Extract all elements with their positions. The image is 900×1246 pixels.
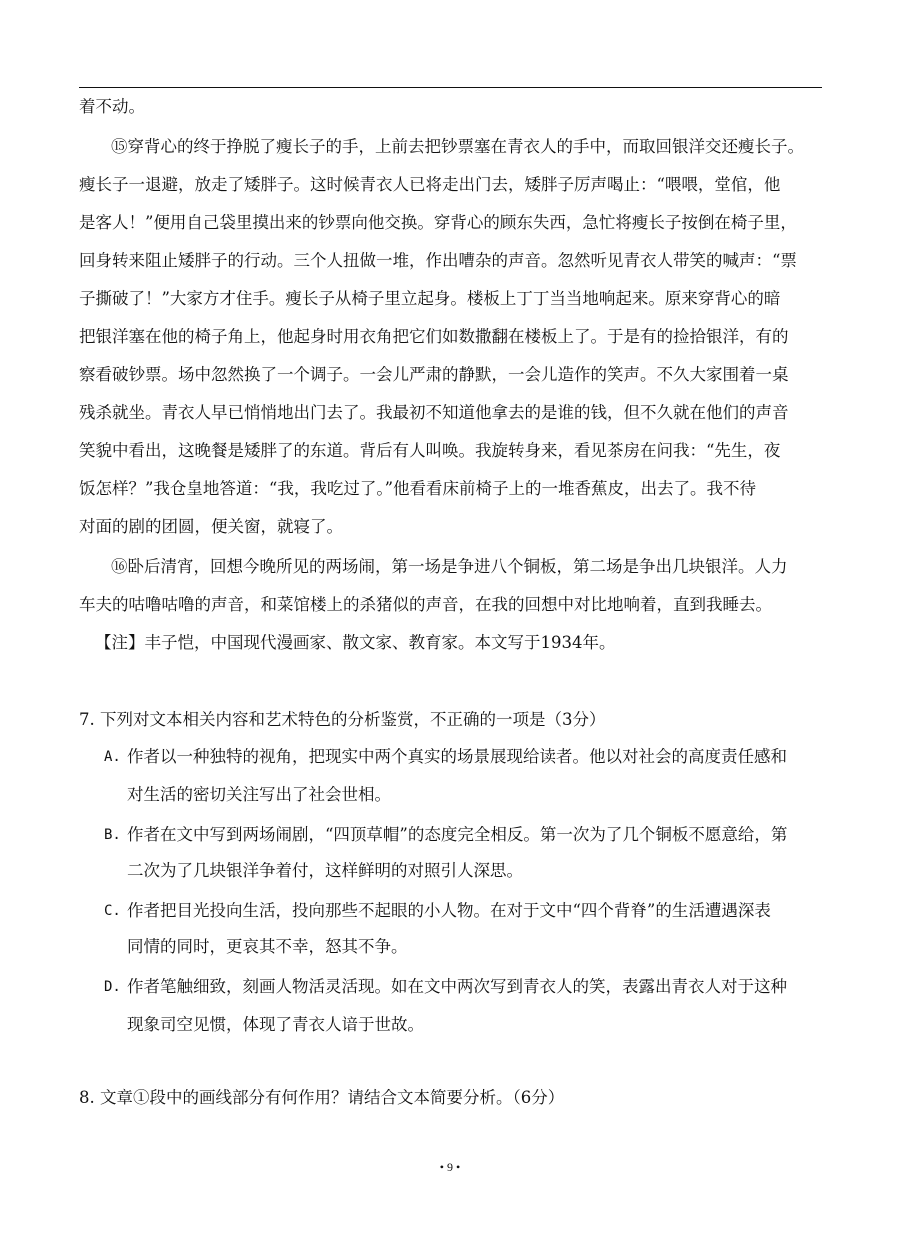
paragraph-line: 把银洋塞在他的椅子角上，他起身时用衣角把它们如数撒翻在楼板上了。于是有的捡拾银洋，有的 — [79, 327, 789, 346]
paragraph-line: 是客人！”便用自己袋里摸出来的钞票向他交换。穿背心的顾东失西，急忙将瘦长子按倒在椅子里， — [79, 213, 797, 232]
option-text: 二次为了几块银洋争着付，这样鲜明的对照引人深思。 — [127, 861, 523, 880]
paragraph-line: 察看破钞票。场中忽然换了一个调子。一会儿严肃的静默，一会儿造作的笑声。不久大家围着一桌 — [79, 365, 789, 384]
page-number: • 9 • — [439, 1160, 461, 1174]
option-letter: B. — [104, 827, 121, 843]
option-letter: C. — [104, 903, 121, 919]
option-text: 现象司空见惯，体现了青衣人谙于世故。 — [127, 1015, 424, 1034]
question-stem: 7. 下列对文本相关内容和艺术特色的分析鉴赏，不正确的一项是（3分） — [79, 710, 606, 729]
paragraph-line: ⑯卧后清宵，回想今晚所见的两场闹，第一场是争进八个铜板，第二场是争出几块银洋。人力 — [111, 557, 788, 576]
option-letter: D. — [104, 979, 121, 995]
option-letter: A. — [104, 749, 121, 765]
paragraph-line: 回身转来阻止矮胖子的行动。三个人扭做一堆，作出嘈杂的声音。忽然听见青衣人带笑的喊声：“票 — [79, 251, 797, 270]
question-stem: 8. 文章①段中的画线部分有何作用？请结合文本简要分析。（6分） — [79, 1088, 565, 1107]
option-text: 作者把目光投向生活，投向那些不起眼的小人物。在对于文中“四个背脊”的生活遭遇深表 — [127, 901, 771, 920]
paragraph-line: 瘦长子一退避，放走了矮胖子。这时候青衣人已将走出门去，矮胖子厉声喝止：“喂喂，堂倌，他 — [79, 175, 781, 194]
paragraph-line: 残杀就坐。青衣人早已悄悄地出门去了。我最初不知道他拿去的是谁的钱，但不久就在他们的声音 — [79, 403, 789, 422]
header-rule — [79, 87, 822, 88]
option-text: 作者以一种独特的视角，把现实中两个真实的场景展现给读者。他以对社会的高度责任感和 — [127, 747, 787, 766]
option-text: 作者在文中写到两场闹剧，“四顶草帽”的态度完全相反。第一次为了几个铜板不愿意给，第 — [127, 825, 788, 844]
paragraph-line: 对面的剧的团圆，便关窗，就寝了。 — [79, 517, 343, 536]
paragraph-line: 笑貌中看出，这晚餐是矮胖了的东道。背后有人叫唤。我旋转身来，看见茶房在问我：“先生，夜 — [79, 441, 781, 460]
paragraph-line: 子撕破了！”大家方才住手。瘦长子从椅子里立起身。楼板上丁丁当当地响起来。原来穿背心的暗 — [79, 289, 781, 308]
paragraph-line: ⑮穿背心的终于挣脱了瘦长子的手，上前去把钞票塞在青衣人的手中，而取回银洋交还瘦长子。 — [111, 137, 804, 156]
continued-line: 着不动。 — [79, 97, 145, 116]
option-text: 对生活的密切关注写出了社会世相。 — [127, 785, 391, 804]
option-text: 作者笔触细致，刻画人物活灵活现。如在文中两次写到青衣人的笑，表露出青衣人对于这种 — [127, 977, 787, 996]
author-note: 【注】丰子恺，中国现代漫画家、散文家、教育家。本文写于1934年。 — [95, 633, 616, 652]
paragraph-line: 饭怎样？”我仓皇地答道：“我，我吃过了。”他看看床前椅子上的一堆香蕉皮，出去了。我不待 — [79, 479, 757, 498]
paragraph-line: 车夫的咕噜咕噜的声音，和菜馆楼上的杀猪似的声音，在我的回想中对比地响着，直到我睡去。 — [79, 595, 772, 614]
option-text: 同情的同时，更哀其不幸，怒其不争。 — [127, 937, 408, 956]
